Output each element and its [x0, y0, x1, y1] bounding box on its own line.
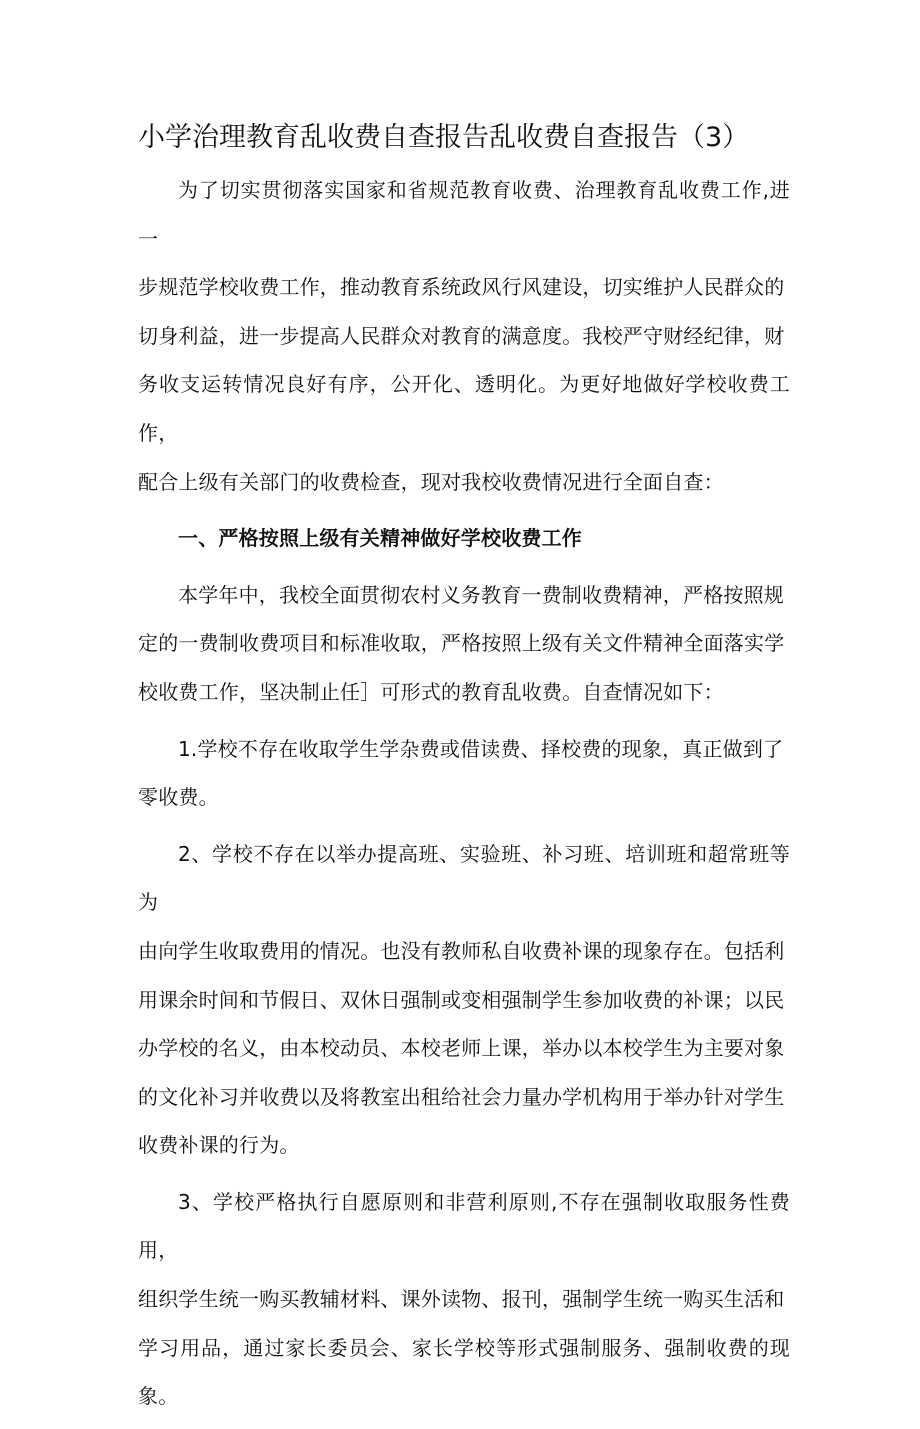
paragraph-line: 组织学生统一购买教辅材料、课外读物、报刊，强制学生统一购买生活和 [138, 1287, 785, 1312]
section-heading-text: 一、严格按照上级有关精神做好学校收费工作 [178, 526, 582, 551]
paragraph-line: 切身利益，进一步提高人民群众对教育的满意度。我校严守财经纪律，财 [138, 323, 785, 348]
paragraph-line: 3、学校严格执行自愿原则和非营利原则,不存在强制收取服务性费用， [138, 1189, 790, 1263]
paragraph-line: 本学年中，我校全面贯彻农村义务教育一费制收费精神，严格按照规 [178, 582, 784, 607]
document-body [138, 166, 790, 1429]
paragraph-intro [138, 166, 790, 506]
paragraph-line: 步规范学校收费工作，推动教育系统政风行风建设，切实维护人民群众的 [138, 275, 785, 300]
paragraph-line: 由向学生收取费用的情况。也没有教师私自收费补课的现象存在。包括利 [138, 938, 785, 963]
paragraph-line: 学习用品，通过家长委员会、家长学校等形式强制服务、强制收费的现象。 [138, 1335, 790, 1409]
paragraph-line: 定的一费制收费项目和标准收取，严格按照上级有关文件精神全面落实学 [138, 631, 785, 656]
paragraph-line: 零收费。 [138, 785, 219, 810]
paragraph-line: 2、学校不存在以举办提高班、实验班、补习班、培训班和超常班等为 [138, 841, 790, 915]
paragraph-line: 的文化补习并收费以及将教室出租给社会力量办学机构用于举办针对学生 [138, 1084, 785, 1109]
section-heading [138, 514, 790, 563]
paragraph-item-1 [138, 725, 790, 822]
document-title: 小学治理教育乱收费自查报告乱收费自查报告（3） [138, 122, 750, 153]
paragraph-line: 务收支运转情况良好有序，公开化、透明化。为更好地做好学校收费工作， [138, 372, 790, 445]
paragraph-line: 收费补课的行为。 [138, 1133, 300, 1158]
paragraph-item-3 [138, 1178, 790, 1421]
paragraph-section-intro [138, 571, 790, 717]
paragraph-line: 为了切实贯彻落实国家和省规范教育收费、治理教育乱收费工作,进一 [138, 178, 790, 251]
paragraph-item-2 [138, 830, 790, 1170]
paragraph-line: 校收费工作，坚决制止任］可形式的教育乱收费。自查情况如下： [138, 679, 724, 704]
paragraph-line: 办学校的名义，由本校动员、本校老师上课，举办以本校学生为主要对象 [138, 1036, 785, 1061]
paragraph-line: 配合上级有关部门的收费检查，现对我校收费情况进行全面自查： [138, 469, 724, 494]
paragraph-line: 用课余时间和节假日、双休日强制或变相强制学生参加收费的补课；以民 [138, 987, 785, 1012]
paragraph-line: 1.学校不存在收取学生学杂费或借读费、择校费的现象，真正做到了 [178, 736, 784, 761]
